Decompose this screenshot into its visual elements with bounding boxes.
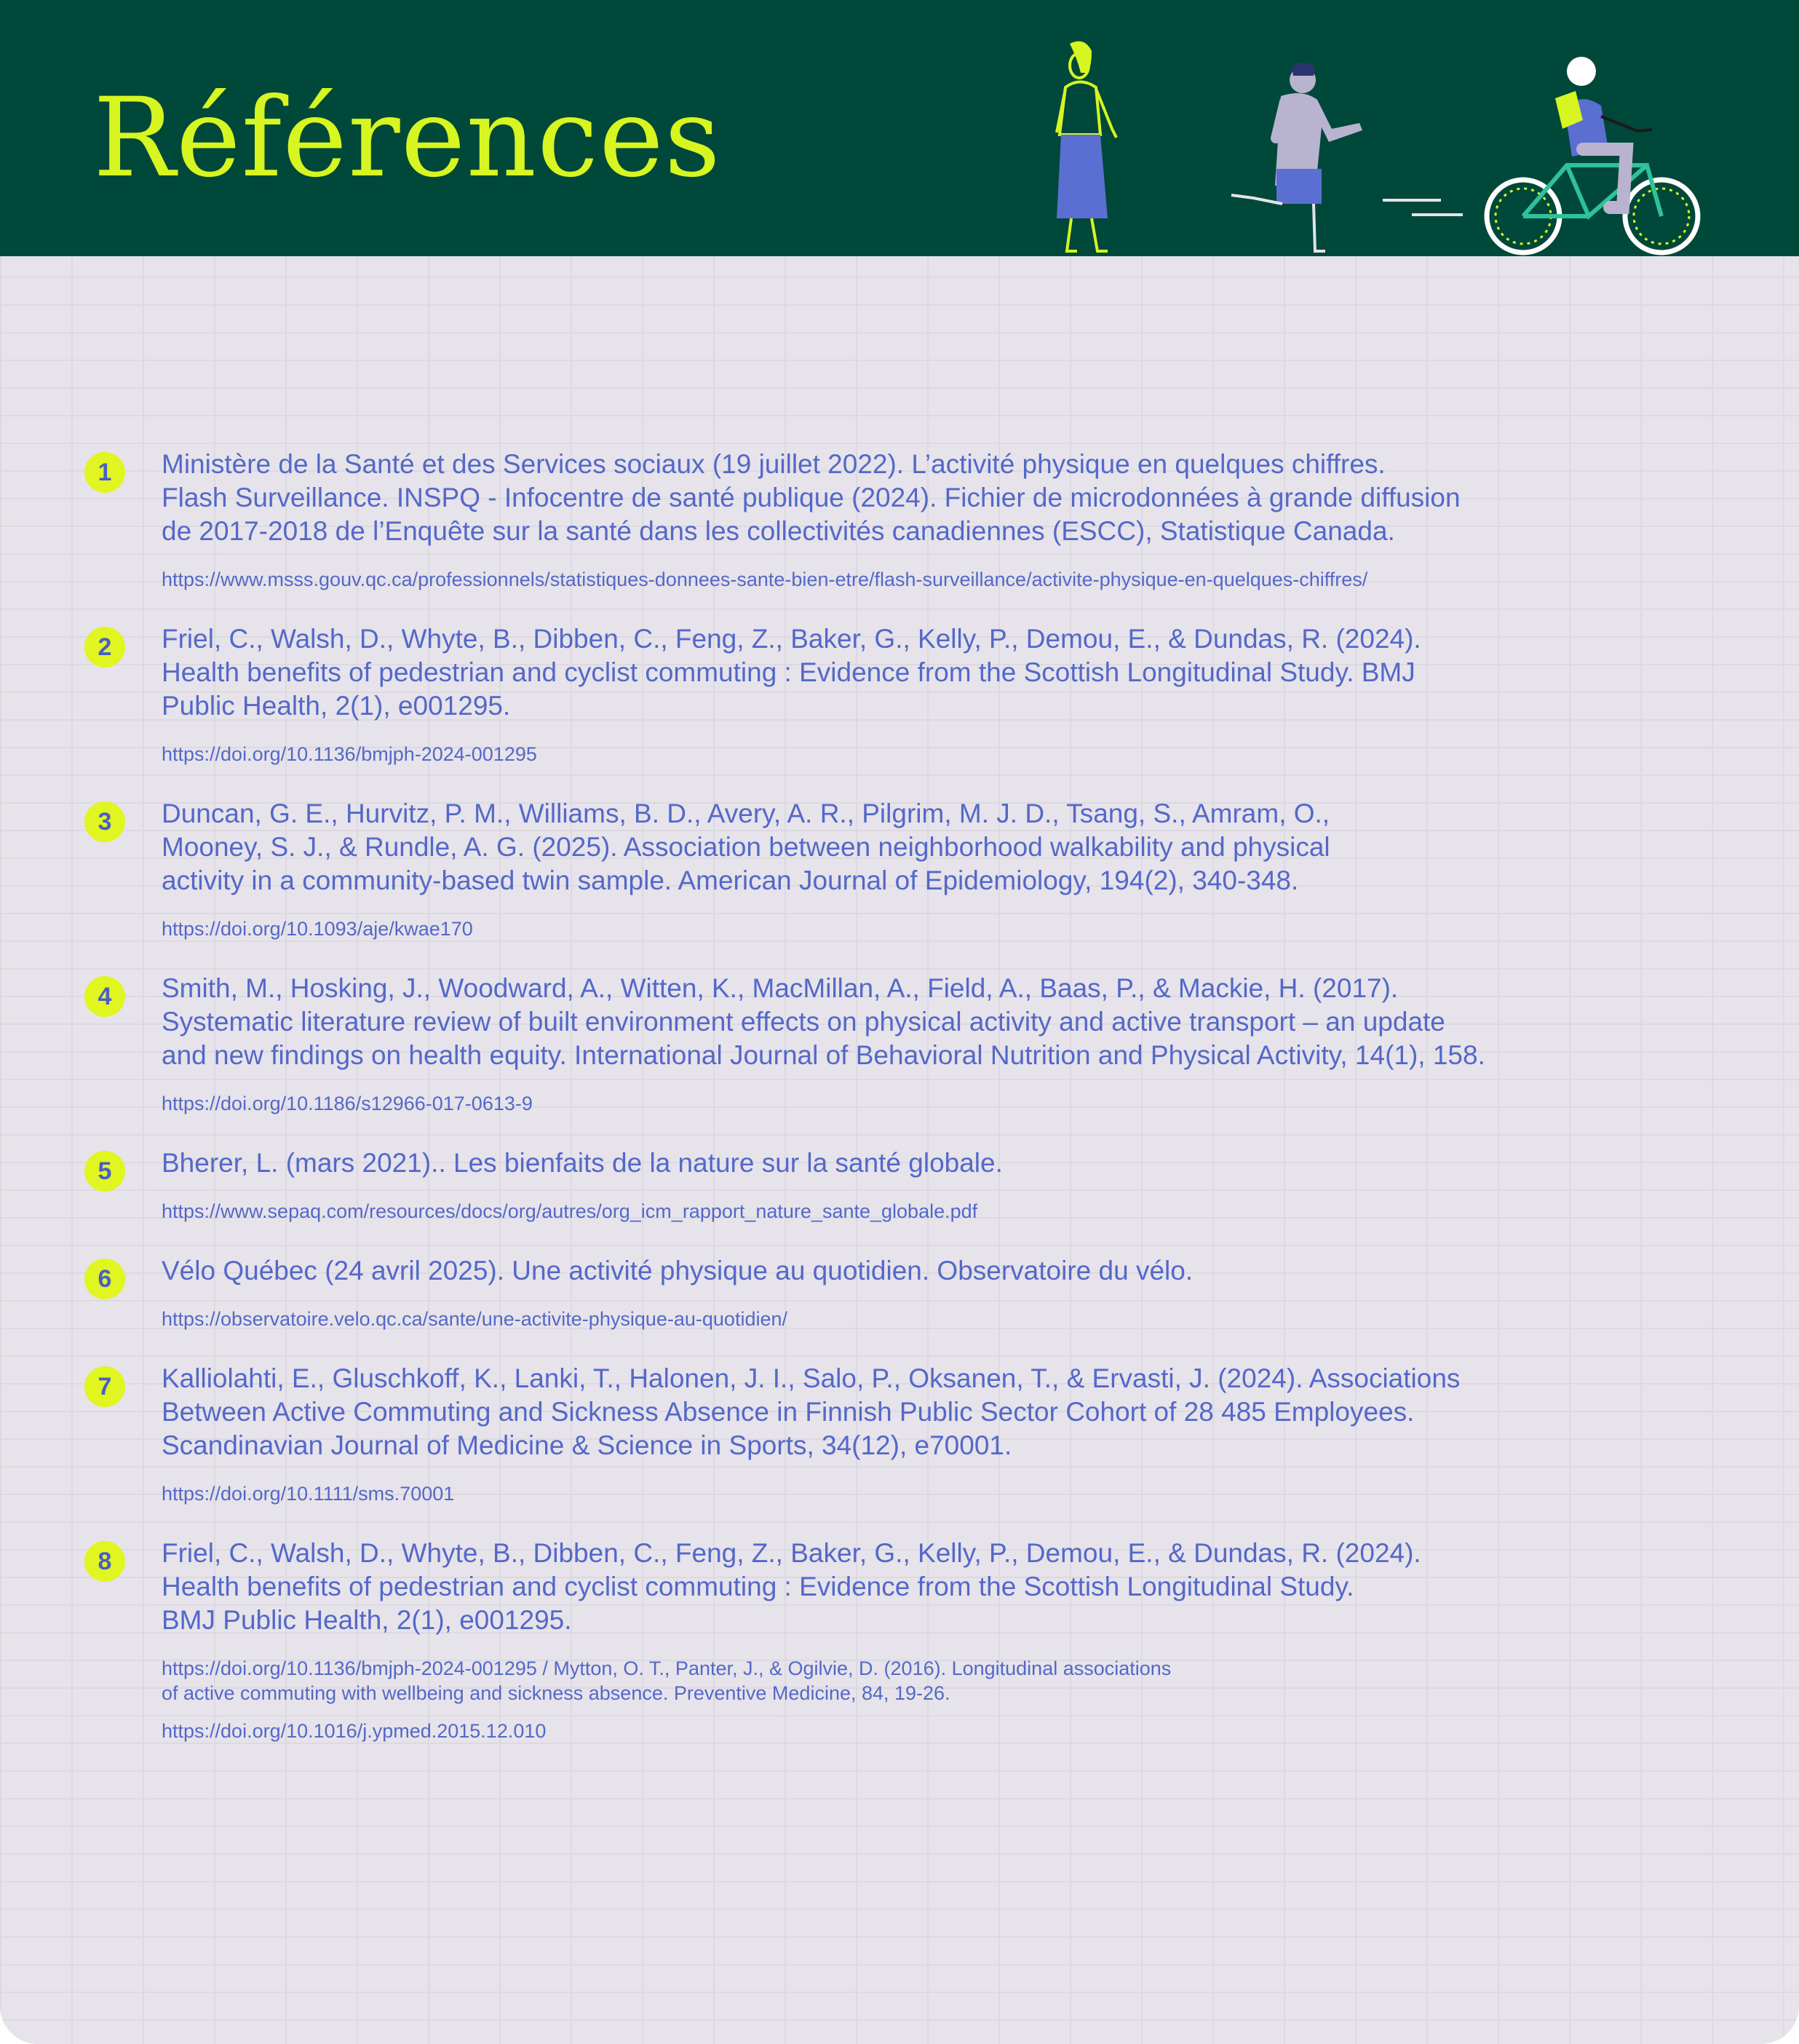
reference-citation: Vélo Québec (24 avril 2025). Une activité physique au quotidien. Observatoire du vélo.: [162, 1256, 1194, 1286]
page-header: [0, 0, 1799, 256]
reference-link[interactable]: https://www.msss.gouv.qc.ca/professionnels/statistiques-donnees-sante-bien-etre/flash-surveillance/activite-physique-en-quelques-chiffres/: [162, 569, 1368, 590]
reference-link[interactable]: https://doi.org/10.1093/aje/kwae170: [162, 918, 473, 940]
reference-number-badge: 7: [84, 1366, 125, 1407]
reference-number-badge: 8: [84, 1541, 125, 1582]
reference-link[interactable]: https://www.sepaq.com/resources/docs/org/autres/org_icm_rapport_nature_sante_globale.pdf: [162, 1200, 978, 1222]
reference-citation: Duncan, G. E., Hurvitz, P. M., Williams, B. D., Avery, A. R., Pilgrim, M. J. D., Tsang, S., Amram, O., Mooney, S. J., & Rundle, A. G. (2025). Association between neighborhood walkability and physical activity in a community-based twin sample. American Journal of Epidemiology, 194(2), 340-348.: [162, 799, 1330, 895]
reference-number-badge: 1: [84, 452, 125, 493]
reference-list: [0, 448, 1799, 1774]
reference-number-badge: 4: [84, 976, 125, 1017]
reference-link[interactable]: https://doi.org/10.1016/j.ypmed.2015.12.010: [162, 1720, 547, 1742]
reference-citation: Smith, M., Hosking, J., Woodward, A., Witten, K., MacMillan, A., Field, A., Baas, P., & Mackie, H. (2017). Systematic literature review of built environment effects on physical activity and active transport – an update and new findings on health equity. International Journal of Behavioral Nutrition and Physical Activity, 14(1), 158.: [162, 973, 1485, 1070]
reference-item: [0, 1146, 1799, 1224]
speed-lines-icon: [1383, 200, 1463, 215]
page-title: Références: [93, 75, 721, 202]
reference-number-badge: 3: [84, 801, 125, 842]
reference-link[interactable]: https://doi.org/10.1186/s12966-017-0613-9: [162, 1093, 533, 1114]
reference-item: [0, 1254, 1799, 1331]
reference-item: [0, 448, 1799, 592]
reference-link[interactable]: https://doi.org/10.1136/bmjph-2024-001295 / Mytton, O. T., Panter, J., & Ogilvie, D. (2016). Longitudinal associations of active commuting with wellbeing and sickness absence. Preventive Medicine, 84, 19-26.: [162, 1657, 1172, 1704]
reference-item: [0, 1362, 1799, 1506]
reference-number-badge: 5: [84, 1151, 125, 1192]
commuting-illustration: [1004, 0, 1732, 256]
reference-citation: Friel, C., Walsh, D., Whyte, B., Dibben, C., Feng, Z., Baker, G., Kelly, P., Demou, E., & Dundas, R. (2024). Health benefits of pedestrian and cyclist commuting : Evidence from the Scottish Longitudinal Study. BMJ Public Health, 2(1), e001295.: [162, 1538, 1421, 1635]
reference-link[interactable]: https://doi.org/10.1111/sms.70001: [162, 1483, 455, 1505]
reference-link[interactable]: https://observatoire.velo.qc.ca/sante/une-activite-physique-au-quotidien/: [162, 1308, 787, 1330]
reference-citation: Bherer, L. (mars 2021).. Les bienfaits de la nature sur la santé globale.: [162, 1148, 1003, 1178]
running-man-icon: [1231, 63, 1362, 251]
cyclist-icon: [1487, 57, 1698, 253]
reference-citation: Kalliolahti, E., Gluschkoff, K., Lanki, T., Halonen, J. I., Salo, P., Oksanen, T., & Ervasti, J. (2024). Associations Between Active Commuting and Sickness Absence in Finnish Public Sector Cohort of 28 485 Employees. Scandinavian Journal of Medicine & Science in Sports, 34(12), e70001.: [162, 1363, 1461, 1460]
reference-citation: Ministère de la Santé et des Services sociaux (19 juillet 2022). L’activité physique en quelques chiffres. Flash Surveillance. INSPQ - Infocentre de santé publique (2024). Fichier de microdonnées à grande diffusion de 2017-2018 de l’Enquête sur la santé dans les collectivités canadiennes (ESCC), Statistique Canada.: [162, 449, 1461, 546]
reference-link[interactable]: https://doi.org/10.1136/bmjph-2024-001295: [162, 743, 537, 765]
reference-item: [0, 797, 1799, 941]
reference-number-badge: 2: [84, 627, 125, 668]
reference-item: [0, 1537, 1799, 1743]
reference-item: [0, 622, 1799, 766]
reference-number-badge: 6: [84, 1259, 125, 1299]
reference-item: [0, 972, 1799, 1116]
reference-citation: Friel, C., Walsh, D., Whyte, B., Dibben, C., Feng, Z., Baker, G., Kelly, P., Demou, E., & Dundas, R. (2024). Health benefits of pedestrian and cyclist commuting : Evidence from the Scottish Longitudinal Study. BMJ Public Health, 2(1), e001295.: [162, 624, 1421, 721]
walking-woman-icon: [1057, 41, 1116, 251]
